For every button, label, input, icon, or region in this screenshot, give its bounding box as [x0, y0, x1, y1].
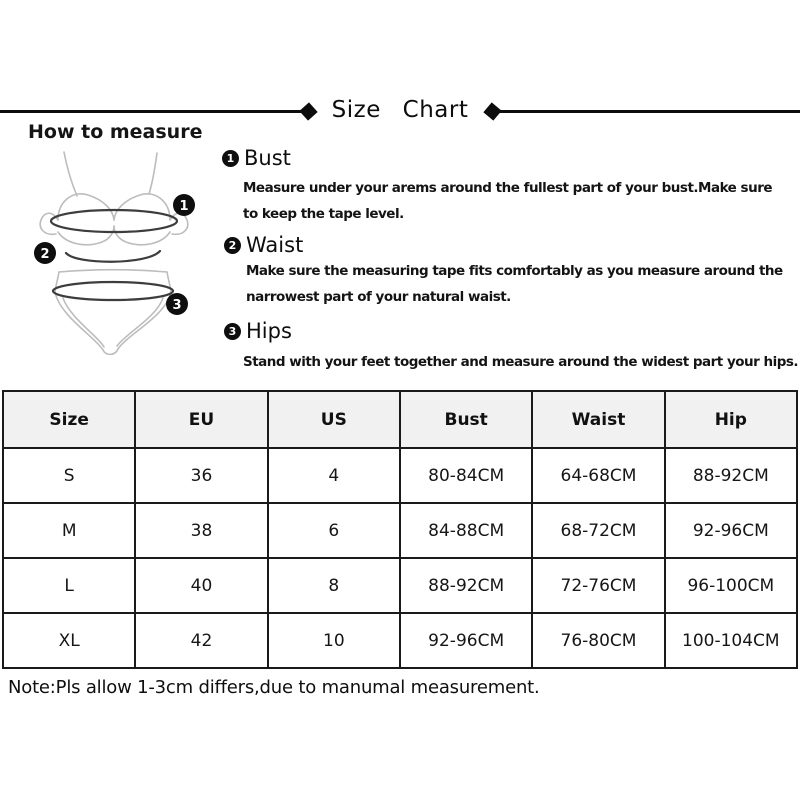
svg-text:2: 2 [40, 247, 50, 262]
table-cell: 8 [268, 558, 400, 613]
step-description: Make sure the measuring tape fits comfortably as you measure around the narrowest part of your natural waist. [246, 263, 783, 305]
table-row-m [3, 503, 797, 558]
table-cell: 100-104CM [665, 613, 797, 668]
table-cell: 68-72CM [532, 503, 664, 558]
table-row-s [3, 448, 797, 503]
table-cell: L [3, 558, 135, 613]
step-section-hips [224, 319, 800, 376]
table-cell: 88-92CM [400, 558, 532, 613]
column-header-hip: Hip [665, 391, 797, 448]
table-cell: 42 [135, 613, 267, 668]
step-number-badge: 2 [224, 237, 241, 254]
table-cell: M [3, 503, 135, 558]
table-cell: 64-68CM [532, 448, 664, 503]
waist-marker-badge [34, 242, 56, 264]
column-header-size: Size [3, 391, 135, 448]
waist-tape-line [66, 251, 160, 262]
table-cell: 36 [135, 448, 267, 503]
table-cell: 92-96CM [400, 613, 532, 668]
table-row-l [3, 558, 797, 613]
step-number-badge: 3 [224, 323, 241, 340]
table-cell: 96-100CM [665, 558, 797, 613]
step-description: Stand with your feet together and measure around the widest part your hips. [243, 354, 799, 370]
page-title: Size Chart [331, 97, 469, 123]
svg-text:1: 1 [179, 199, 189, 214]
column-header-waist: Waist [532, 391, 664, 448]
table-cell: 6 [268, 503, 400, 558]
bikini-top-outline [40, 152, 188, 245]
table-cell: 92-96CM [665, 503, 797, 558]
bust-marker-badge [173, 194, 195, 216]
column-header-us: US [268, 391, 400, 448]
table-cell: 88-92CM [665, 448, 797, 503]
step-title: Waist [246, 233, 304, 257]
step-description: Measure under your arems around the fullest part of your bust.Make sure to keep the tape level. [243, 180, 773, 222]
table-cell: S [3, 448, 135, 503]
table-cell: 10 [268, 613, 400, 668]
table-cell: 80-84CM [400, 448, 532, 503]
table-cell: 40 [135, 558, 267, 613]
table-cell: XL [3, 613, 135, 668]
bikini-measurement-illustration [14, 140, 214, 370]
hip-tape-line [53, 282, 173, 300]
step-number-badge: 1 [222, 150, 239, 167]
table-cell: 38 [135, 503, 267, 558]
column-header-eu: EU [135, 391, 267, 448]
step-heading [224, 319, 800, 343]
step-heading [224, 233, 791, 257]
step-section-waist [224, 233, 791, 310]
table-header-row [3, 391, 797, 448]
table-cell: 84-88CM [400, 503, 532, 558]
step-section-bust [222, 146, 773, 227]
table-cell: 4 [268, 448, 400, 503]
how-to-measure-heading: How to measure [28, 121, 203, 143]
step-title: Bust [244, 146, 291, 170]
column-header-bust: Bust [400, 391, 532, 448]
svg-text:3: 3 [172, 298, 182, 313]
note-text: Note:Pls allow 1-3cm differs,due to manumal measurement. [8, 677, 540, 698]
hip-marker-badge [166, 293, 188, 315]
step-heading [222, 146, 773, 170]
table-row-xl [3, 613, 797, 668]
size-chart-table [2, 390, 798, 669]
table-cell: 76-80CM [532, 613, 664, 668]
table-cell: 72-76CM [532, 558, 664, 613]
step-title: Hips [246, 319, 292, 343]
